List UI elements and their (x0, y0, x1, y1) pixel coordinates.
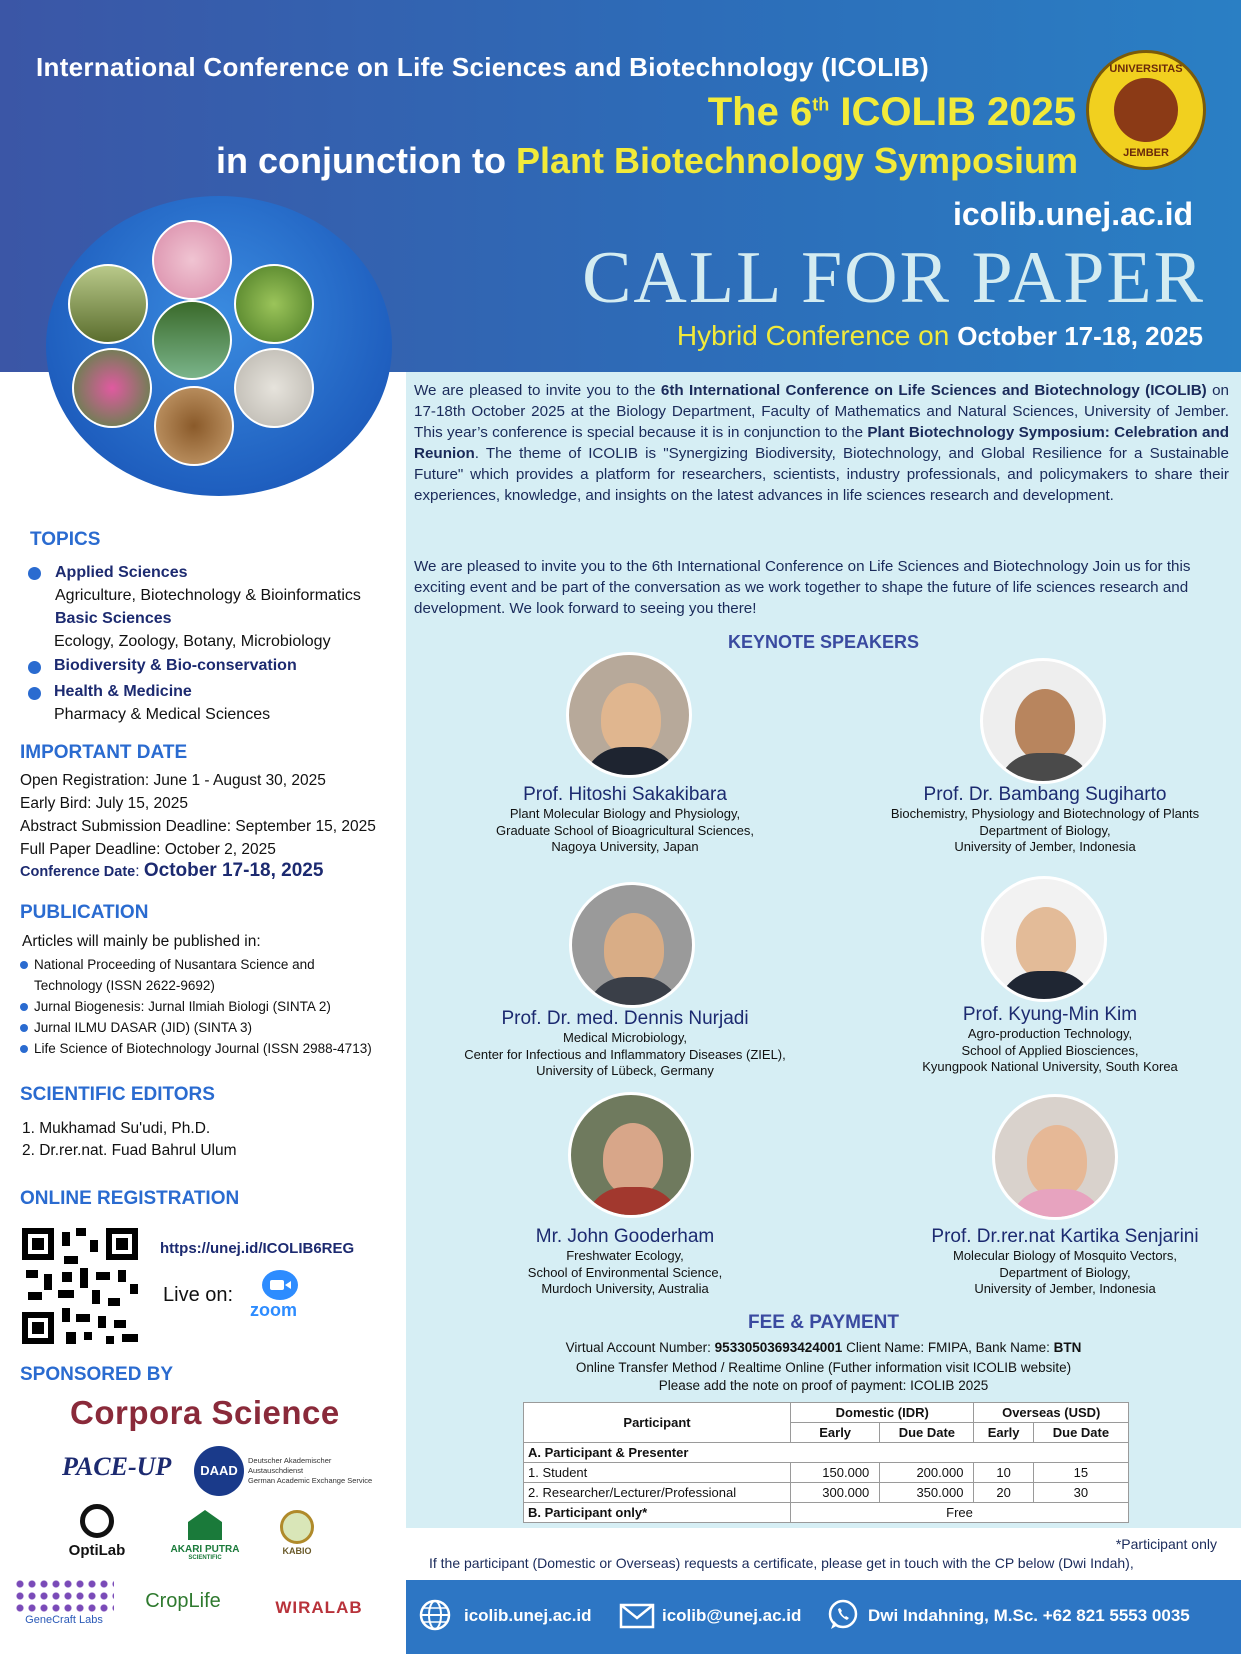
speaker-sugiharto (850, 784, 1240, 856)
publication-item: National Proceeding of Nusantara Science and (34, 957, 315, 972)
tissue-image (152, 220, 232, 300)
footer-email[interactable]: icolib@unej.ac.id (662, 1606, 802, 1625)
speaker-photo-nurjadi (569, 882, 695, 1008)
sponsor-akari-putra: AKARI PUTRA SCIENTIFIC (160, 1510, 250, 1561)
speaker-nurjadi (425, 1008, 825, 1080)
scientific-editors-heading: SCIENTIFIC EDITORS (20, 1084, 215, 1105)
zoom-camera-icon (262, 1270, 298, 1300)
section-b-label: B. Participant only* (524, 1503, 791, 1523)
speaker-affiliation: School of Environmental Science, (527, 1264, 723, 1280)
sponsor-daad-text: Deutscher Akademischer Austauschdienst German Academic Exchange Service (248, 1456, 373, 1485)
sponsored-by-heading: SPONSORED BY (20, 1364, 174, 1385)
topic-health-sub: Pharmacy & Medical Sciences (54, 706, 271, 723)
sponsor-wiralab: WIRALAB (275, 1598, 363, 1617)
logo-emblem (1111, 75, 1181, 145)
participant-only-note: *Participant only (1115, 1536, 1217, 1552)
speaker-affiliation: University of Jember, Indonesia (954, 839, 1136, 854)
date-open-registration: Open Registration: June 1 - August 30, 2025 (20, 772, 326, 789)
speaker-affiliation: Biochemistry, Physiology and Biotechnology of Plants (890, 806, 1200, 821)
col-participant: Participant (524, 1403, 791, 1443)
edition-title: The 6th ICOLIB 2025 (707, 90, 1076, 134)
col-domestic-early: Early (791, 1423, 880, 1443)
cell-domestic-due: 350.000 (880, 1483, 974, 1503)
logo-top-text: UNIVERSITAS (1109, 63, 1183, 75)
date-abstract-deadline: Abstract Submission Deadline: September 15, 2025 (20, 818, 376, 835)
speaker-affiliation: University of Jember, Indonesia (974, 1281, 1156, 1296)
biology-collage-circle (46, 196, 392, 496)
topic-applied-sub: Agriculture, Biotechnology & Bioinformatics (55, 587, 361, 604)
speaker-affiliation: School of Applied Biosciences, (961, 1042, 1139, 1058)
globe-icon (418, 1598, 452, 1632)
grass-image (68, 264, 148, 344)
registration-qr-code[interactable] (22, 1228, 138, 1344)
footer-website[interactable]: icolib.unej.ac.id (464, 1606, 592, 1625)
publication-heading: PUBLICATION (20, 902, 149, 923)
live-on-label: Live on: (163, 1284, 234, 1306)
speaker-name: Prof. Kyung-Min Kim (962, 1004, 1138, 1025)
publication-intro: Articles will mainly be published in: (22, 933, 261, 950)
row-label: 2. Researcher/Lecturer/Professional (524, 1483, 791, 1503)
publication-item: Jurnal ILMU DASAR (JID) (SINTA 3) (34, 1020, 253, 1035)
sponsor-kabio: KABIO (272, 1510, 322, 1556)
zoom-logo-text: zoom (250, 1300, 297, 1320)
speaker-kim (860, 1004, 1240, 1076)
fungus-dish-image (154, 386, 234, 466)
speaker-affiliation: University of Lübeck, Germany (536, 1063, 714, 1078)
sponsor-genecraft-labs: GeneCraft Labs (14, 1578, 114, 1626)
envelope-icon (618, 1598, 656, 1632)
speaker-gooderham (435, 1226, 815, 1298)
cell-domestic-early: 150.000 (791, 1463, 880, 1483)
speaker-affiliation: Department of Biology, (999, 1264, 1131, 1280)
speaker-photo-gooderham (568, 1092, 694, 1218)
col-overseas-due: Due Date (1033, 1423, 1128, 1443)
date-early-bird: Early Bird: July 15, 2025 (20, 795, 189, 812)
speaker-senjarini (875, 1226, 1241, 1298)
registration-link[interactable]: https://unej.id/ICOLIB6REG (160, 1240, 355, 1257)
call-for-paper-heading: CALL FOR PAPER (582, 237, 1205, 319)
bullet-icon (20, 1045, 28, 1053)
editor-item: 1. Mukhamad Su'udi, Ph.D. (22, 1120, 211, 1137)
speaker-photo-sugiharto (980, 658, 1106, 784)
speaker-affiliation: Nagoya University, Japan (551, 839, 699, 854)
bird-image (234, 264, 314, 344)
col-overseas: Overseas (USD) (974, 1403, 1129, 1423)
col-overseas-early: Early (974, 1423, 1033, 1443)
flower-image (72, 348, 152, 428)
speaker-affiliation: Center for Infectious and Inflammatory Diseases (ZIEL), (464, 1046, 786, 1062)
fee-payment-heading: FEE & PAYMENT (748, 1312, 899, 1333)
website-url[interactable]: icolib.unej.ac.id (952, 196, 1193, 232)
col-domestic: Domestic (IDR) (791, 1403, 974, 1423)
table-row (524, 1483, 1129, 1503)
sponsor-croplife: CropLife (145, 1590, 221, 1612)
sponsor-optilab: OptiLab (52, 1504, 142, 1559)
topic-applied-sciences: Applied Sciences (55, 564, 188, 581)
topic-basic-sub: Ecology, Zoology, Botany, Microbiology (54, 633, 331, 650)
mangrove-image (152, 300, 232, 380)
topic-health-medicine: Health & Medicine (54, 683, 192, 700)
bullet-icon (20, 961, 28, 969)
cell-domestic-due: 200.000 (880, 1463, 974, 1483)
publication-item: Jurnal Biogenesis: Jurnal Ilmiah Biologi (SINTA 2) (34, 999, 331, 1014)
speaker-affiliation: Freshwater Ecology, (566, 1248, 684, 1263)
publication-item: Technology (ISSN 2622-9692) (34, 978, 215, 993)
speaker-name: Prof. Dr. Bambang Sugiharto (923, 784, 1167, 805)
section-a-label: A. Participant & Presenter (524, 1443, 1129, 1463)
sponsor-pace-up: PACE-UP (62, 1452, 172, 1481)
cell-overseas-due: 30 (1033, 1483, 1128, 1503)
payment-note-line: Please add the note on proof of payment: ICOLIB 2025 (658, 1378, 989, 1393)
speaker-sakakibara (435, 784, 815, 856)
transfer-method-line: Online Transfer Method / Realtime Online (Futher information visit ICOLIB website) (575, 1360, 1072, 1375)
col-domestic-due: Due Date (880, 1423, 974, 1443)
bullet-icon (28, 567, 41, 580)
online-registration-heading: ONLINE REGISTRATION (20, 1188, 240, 1209)
speaker-affiliation: Murdoch University, Australia (541, 1281, 709, 1296)
row-label: 1. Student (524, 1463, 791, 1483)
cell-overseas-early: 10 (974, 1463, 1033, 1483)
speaker-name: Prof. Hitoshi Sakakibara (523, 784, 727, 805)
bullet-icon (28, 661, 41, 674)
speaker-affiliation: Agro-production Technology, (967, 1026, 1133, 1041)
fee-table (523, 1402, 1129, 1523)
editor-item: 2. Dr.rer.nat. Fuad Bahrul Ulum (22, 1142, 237, 1159)
speaker-photo-sakakibara (566, 652, 692, 778)
topic-basic-sciences: Basic Sciences (55, 610, 172, 627)
cell-free: Free (791, 1503, 1129, 1523)
speaker-affiliation: Graduate School of Bioagricultural Sciences, (496, 822, 754, 838)
bullet-icon (20, 1003, 28, 1011)
publication-item: Life Science of Biotechnology Journal (ISSN 2988-4713) (34, 1041, 372, 1056)
speaker-name: Prof. Dr.rer.nat Kartika Senjarini (931, 1226, 1199, 1247)
table-row (524, 1443, 1129, 1463)
whatsapp-icon (826, 1598, 860, 1632)
footer-contact[interactable]: Dwi Indahning, M.Sc. +62 821 5553 0035 (868, 1606, 1190, 1625)
speaker-photo-senjarini (992, 1094, 1118, 1220)
speaker-affiliation: Kyungpook National University, South Korea (922, 1059, 1178, 1074)
speaker-affiliation: Plant Molecular Biology and Physiology, (509, 806, 741, 821)
cell-domestic-early: 300.000 (791, 1483, 880, 1503)
speaker-name: Prof. Dr. med. Dennis Nurjadi (501, 1008, 749, 1029)
logo-bottom-text: JEMBER (1123, 147, 1169, 159)
table-row (524, 1463, 1129, 1483)
speaker-affiliation: Medical Microbiology, (562, 1030, 688, 1045)
certificate-note: If the participant (Domestic or Overseas) requests a certificate, please get in touch with the CP below (Dwi Indah), (429, 1555, 1134, 1571)
bullet-icon (28, 687, 41, 700)
cell-overseas-early: 20 (974, 1483, 1033, 1503)
hybrid-conference-line: Hybrid Conference on October 17-18, 2025 (676, 320, 1203, 351)
speaker-photo-kim (981, 876, 1107, 1002)
invitation-paragraph: We are pleased to invite you to the 6th International Conference on Life Sciences and Biotechnology Join us for this exciting event and be part of the conversation as we work together to shape the future of life sciences research and development. We look forward to seeing you there! (414, 558, 1191, 617)
keynote-speakers-heading: KEYNOTE SPEAKERS (727, 632, 920, 652)
speaker-affiliation: Department of Biology, (979, 822, 1111, 838)
table-row (524, 1503, 1129, 1523)
bullet-icon (20, 1024, 28, 1032)
important-date-heading: IMPORTANT DATE (20, 742, 188, 763)
sponsor-daad: DAAD (194, 1446, 244, 1496)
cell-overseas-due: 15 (1033, 1463, 1128, 1483)
intro-paragraph: We are pleased to invite you to the 6th International Conference on Life Sciences and Biotechnology (ICOLIB) on 17-18th October 2025 at the Biology Department, Faculty of Mathematics and Natural Sciences, University of Jember. This year’s conference is special because it is in conjunction to the Plant Biotechnology Symposium: Celebration and Reunion. The theme of ICOLIB is "Synergizing Biodiversity, Biotechnology, and Global Resilience for a Sustainable Future" which provides a platform for researchers, scientists, industry professionals, and policymakers to share their experiences, knowledge, and insights on the latest advances in life sciences research and development. (414, 382, 1229, 504)
date-full-paper-deadline: Full Paper Deadline: October 2, 2025 (20, 841, 276, 858)
conference-title: International Conference on Life Sciences and Biotechnology (ICOLIB) (36, 52, 929, 82)
symposium-title: in conjunction to Plant Biotechnology Symposium (215, 140, 1078, 181)
topic-biodiversity: Biodiversity & Bio-conservation (54, 657, 297, 674)
brittle-star-image (234, 348, 314, 428)
university-jember-logo (1086, 50, 1206, 170)
sponsor-corpora-science: Corpora Science (70, 1394, 340, 1431)
speaker-affiliation: Molecular Biology of Mosquito Vectors, (953, 1248, 1177, 1263)
speaker-name: Mr. John Gooderham (535, 1226, 715, 1247)
conference-date: Conference Date: October 17-18, 2025 (20, 860, 324, 881)
virtual-account-line: Virtual Account Number: 95330503693424001 Client Name: FMIPA, Bank Name: BTN (565, 1340, 1082, 1355)
topics-heading: TOPICS (30, 529, 101, 550)
